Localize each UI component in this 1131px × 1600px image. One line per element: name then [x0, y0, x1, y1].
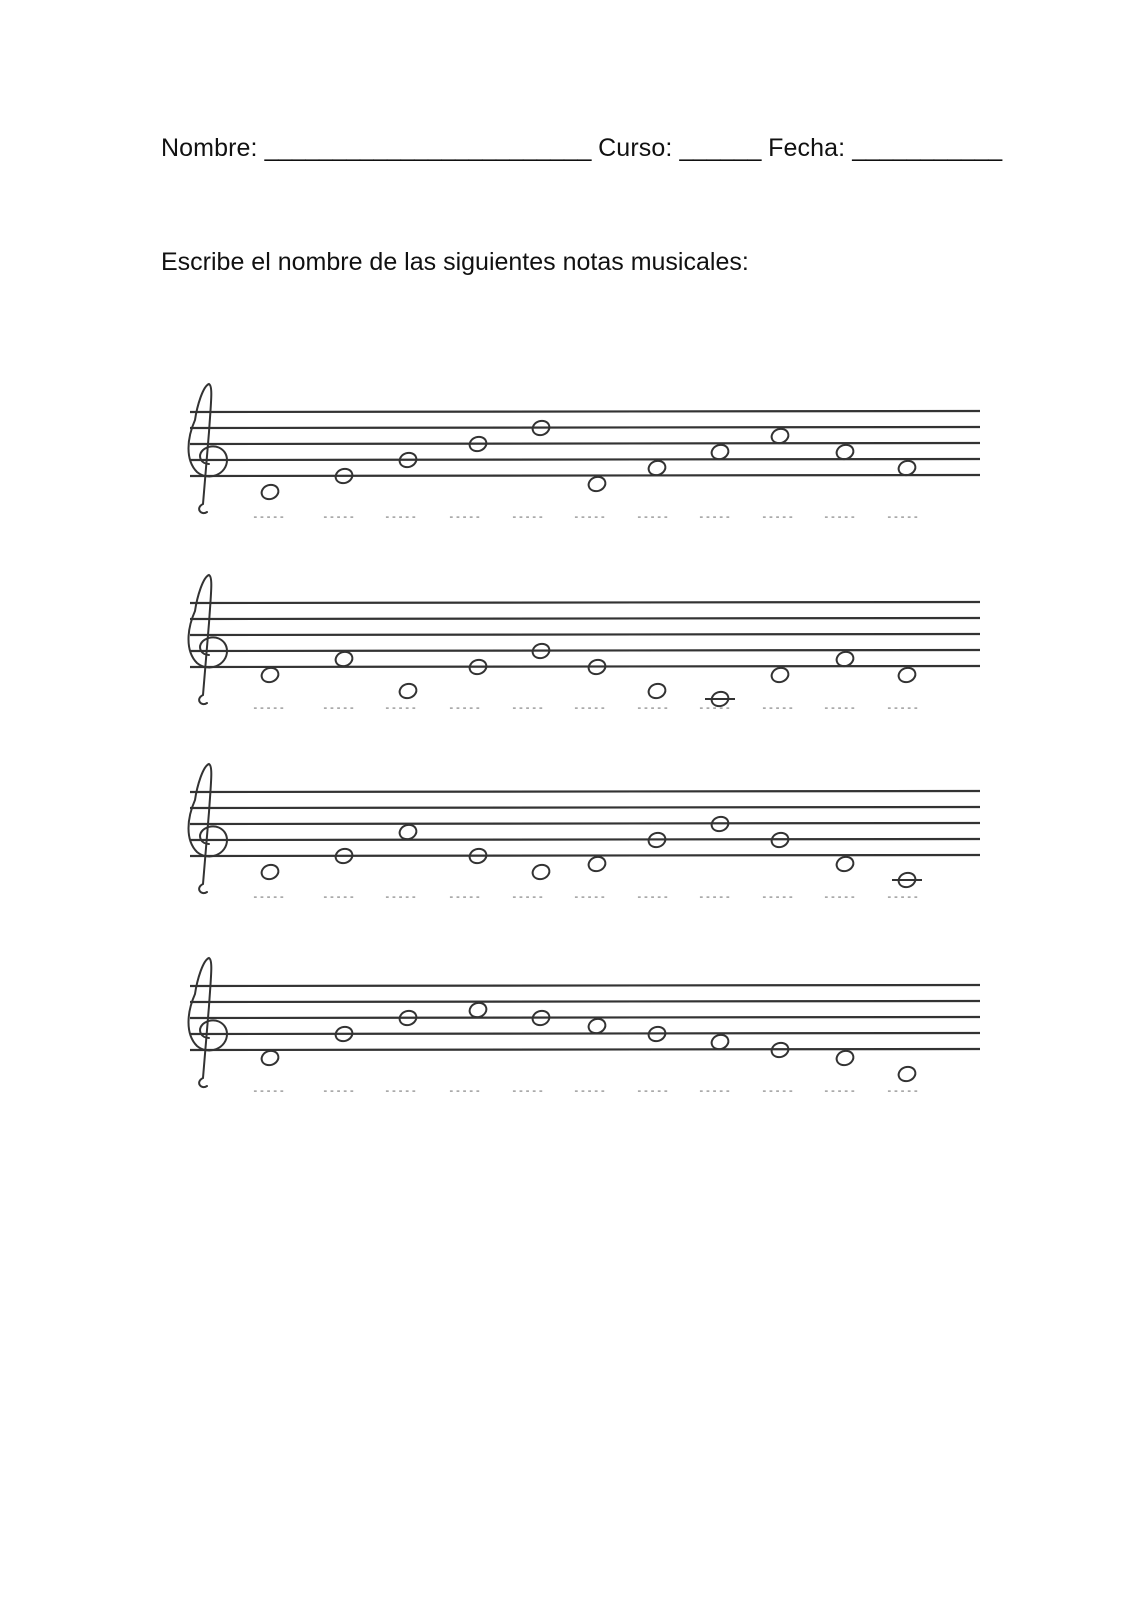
date-label: Fecha:: [768, 134, 846, 162]
answer-blank[interactable]: -----: [636, 701, 670, 714]
answer-blank[interactable]: -----: [886, 1084, 920, 1097]
answer-blank[interactable]: -----: [698, 1084, 732, 1097]
answer-blank[interactable]: -----: [252, 1084, 286, 1097]
answer-blank[interactable]: -----: [511, 510, 545, 523]
answer-blank[interactable]: -----: [448, 1084, 482, 1097]
staff-line: [190, 634, 980, 635]
staff-2: [189, 575, 981, 714]
name-label: Nombre:: [161, 134, 258, 162]
answer-blank[interactable]: -----: [636, 890, 670, 903]
answer-blank[interactable]: -----: [886, 510, 920, 523]
treble-clef-icon: [189, 575, 228, 704]
whole-note: [260, 1049, 280, 1068]
answer-blank[interactable]: -----: [573, 510, 607, 523]
answer-blank[interactable]: -----: [573, 701, 607, 714]
answer-blank[interactable]: -----: [322, 701, 356, 714]
treble-clef-icon: [189, 764, 228, 893]
course-label: Curso:: [598, 134, 673, 162]
staff-line: [190, 475, 980, 476]
staff-line: [190, 618, 980, 619]
whole-note: [770, 666, 790, 685]
answer-blank[interactable]: -----: [761, 890, 795, 903]
answer-blank[interactable]: -----: [761, 510, 795, 523]
staff-line: [190, 1001, 980, 1002]
answer-blank[interactable]: -----: [448, 701, 482, 714]
answer-blank[interactable]: -----: [761, 701, 795, 714]
answer-blank[interactable]: -----: [448, 510, 482, 523]
staff-line: [190, 1049, 980, 1050]
treble-clef-icon: [189, 958, 228, 1087]
staff-line: [190, 855, 980, 856]
answer-blank[interactable]: -----: [823, 1084, 857, 1097]
whole-note: [398, 823, 418, 842]
treble-clef-icon: [189, 384, 228, 513]
whole-note: [531, 863, 551, 882]
answer-blank[interactable]: -----: [384, 510, 418, 523]
staff-line: [190, 411, 980, 412]
answer-blank[interactable]: -----: [322, 1084, 356, 1097]
answer-blank[interactable]: -----: [886, 701, 920, 714]
answer-blank[interactable]: -----: [322, 890, 356, 903]
answer-blank[interactable]: -----: [252, 701, 286, 714]
answer-blank[interactable]: -----: [252, 890, 286, 903]
course-field[interactable]: ______: [679, 134, 762, 162]
staff-4: [189, 958, 981, 1097]
name-field[interactable]: ________________________: [264, 134, 592, 162]
date-field[interactable]: ___________: [852, 134, 1002, 162]
staff-line: [190, 985, 980, 986]
whole-note: [647, 682, 667, 701]
whole-note: [398, 682, 418, 701]
exercise-instruction: Escribe el nombre de las siguientes notas musicales:: [161, 248, 749, 276]
whole-note: [260, 483, 280, 502]
staff-3: [189, 764, 981, 903]
staff-line: [190, 1017, 980, 1018]
whole-note: [468, 1001, 488, 1020]
staff-line: [190, 443, 980, 444]
staff-line: [190, 602, 980, 603]
answer-blank[interactable]: -----: [636, 510, 670, 523]
whole-note: [897, 666, 917, 685]
whole-note: [897, 1065, 917, 1084]
answer-blank[interactable]: -----: [698, 701, 732, 714]
staff-line: [190, 807, 980, 808]
answer-blank[interactable]: -----: [698, 510, 732, 523]
staff-line: [190, 823, 980, 824]
whole-note: [835, 855, 855, 874]
staff-1: [189, 384, 981, 523]
answer-blank[interactable]: -----: [573, 1084, 607, 1097]
staff-line: [190, 791, 980, 792]
answer-blank[interactable]: -----: [384, 890, 418, 903]
whole-note: [260, 863, 280, 882]
answer-blank[interactable]: -----: [384, 1084, 418, 1097]
answer-blank[interactable]: -----: [322, 510, 356, 523]
whole-note: [334, 650, 354, 669]
answer-blank[interactable]: -----: [252, 510, 286, 523]
whole-note: [835, 1049, 855, 1068]
answer-blank[interactable]: -----: [823, 701, 857, 714]
answer-blank[interactable]: -----: [384, 701, 418, 714]
whole-note: [260, 666, 280, 685]
staff-line: [190, 1033, 980, 1034]
whole-note: [587, 475, 607, 494]
answer-blank[interactable]: -----: [511, 701, 545, 714]
staff-line: [190, 666, 980, 667]
answer-blank[interactable]: -----: [573, 890, 607, 903]
staff-line: [190, 427, 980, 428]
staff-line: [190, 650, 980, 651]
answer-blank[interactable]: -----: [511, 890, 545, 903]
staff-line: [190, 459, 980, 460]
whole-note: [587, 855, 607, 874]
answer-blank[interactable]: -----: [761, 1084, 795, 1097]
answer-blank[interactable]: -----: [448, 890, 482, 903]
answer-blank[interactable]: -----: [823, 510, 857, 523]
answer-blank[interactable]: -----: [511, 1084, 545, 1097]
answer-blank[interactable]: -----: [698, 890, 732, 903]
staff-line: [190, 839, 980, 840]
answer-blank[interactable]: -----: [636, 1084, 670, 1097]
answer-blank[interactable]: -----: [886, 890, 920, 903]
answer-blank[interactable]: -----: [823, 890, 857, 903]
